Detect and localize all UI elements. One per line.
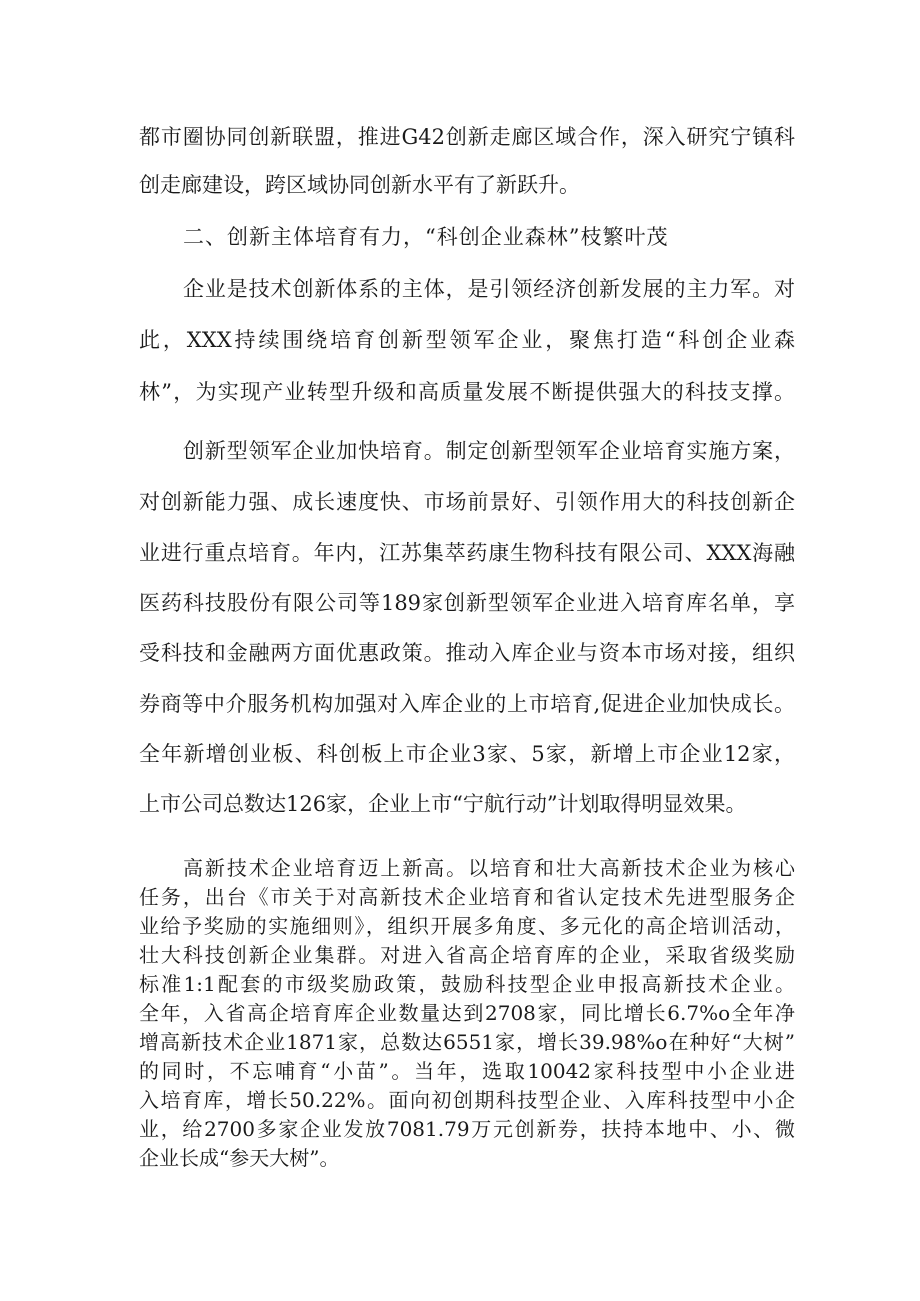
paragraph-1-line-1: 都市圈协同创新联盟，推进G42创新走廊区域合作，深入研究宁镇科 [139,125,795,149]
paragraph-2-line-1: 企业是技术创新体系的主体，是引领经济创新发展的主力军。对 [183,277,795,301]
paragraph-4-line-6: 全年，入省高企培育库企业数量达到2708家，同比增长6.7%o全年净 [139,1001,795,1025]
paragraph-4-line-9: 入培育库，增长50.22%。面向初创期科技型企业、入库科技型中小企 [139,1088,795,1112]
paragraph-1-line-2: 创走廊建设，跨区域协同创新水平有了新跃升。 [139,173,580,197]
paragraph-3-line-4: 医药科技股份有限公司等189家创新型领军企业进入培育库名单，享 [139,591,795,615]
paragraph-4-line-10: 业，给2700多家企业发放7081.79万元创新券，扶持本地中、小、微 [139,1117,795,1141]
paragraph-3-line-6: 券商等中介服务机构加强对入库企业的上市培育,促进企业加快成长。 [139,692,795,716]
paragraph-4-line-4: 壮大科技创新企业集群。对进入省高企培育库的企业，采取省级奖励 [139,943,795,967]
paragraph-4-line-7: 增高新技术企业1871家，总数达6551家，增长39.98%o在种好“大树” [139,1030,795,1054]
paragraph-4-line-3: 业给予奖励的实施细则》，组织开展多角度、多元化的高企培训活动， [139,914,795,938]
section-heading: 二、创新主体培育有力，“科创企业森林”枝繁叶茂 [183,225,669,249]
paragraph-4-line-8: 的同时，不忘哺育“小苗”。当年，选取10042家科技型中小企业进 [139,1059,795,1083]
paragraph-3-line-2: 对创新能力强、成长速度快、市场前景好、引领作用大的科技创新企 [139,490,795,514]
paragraph-3-line-7: 全年新增创业板、科创板上市企业3家、5家，新增上市企业12家， [139,742,795,766]
paragraph-3-line-8: 上市公司总数达126家，企业上市“宁航行动”计划取得明显效果。 [139,792,747,816]
paragraph-2-line-3: 林”，为实现产业转型升级和高质量发展不断提供强大的科技支撑。 [139,380,795,404]
paragraph-2-line-2: 此，XXX持续围绕培育创新型领军企业，聚焦打造“科创企业森 [139,328,795,352]
paragraph-4-line-1: 高新技术企业培育迈上新高。以培育和壮大高新技术企业为核心 [183,856,795,880]
paragraph-4-line-5: 标准1:1配套的市级奖励政策，鼓励科技型企业申报高新技术企业。 [139,972,795,996]
paragraph-3-line-3: 业进行重点培育。年内，江苏集萃药康生物科技有限公司、XXX海融 [139,541,795,565]
paragraph-4-line-11: 企业长成“参天大树”。 [139,1146,340,1170]
paragraph-4-line-2: 任务，出台《市关于对高新技术企业培育和省认定技术先进型服务企 [139,885,795,909]
paragraph-3-line-5: 受科技和金融两方面优惠政策。推动入库企业与资本市场对接，组织 [139,641,795,665]
paragraph-3-line-1: 创新型领军企业加快培育。制定创新型领军企业培育实施方案， [183,439,795,463]
